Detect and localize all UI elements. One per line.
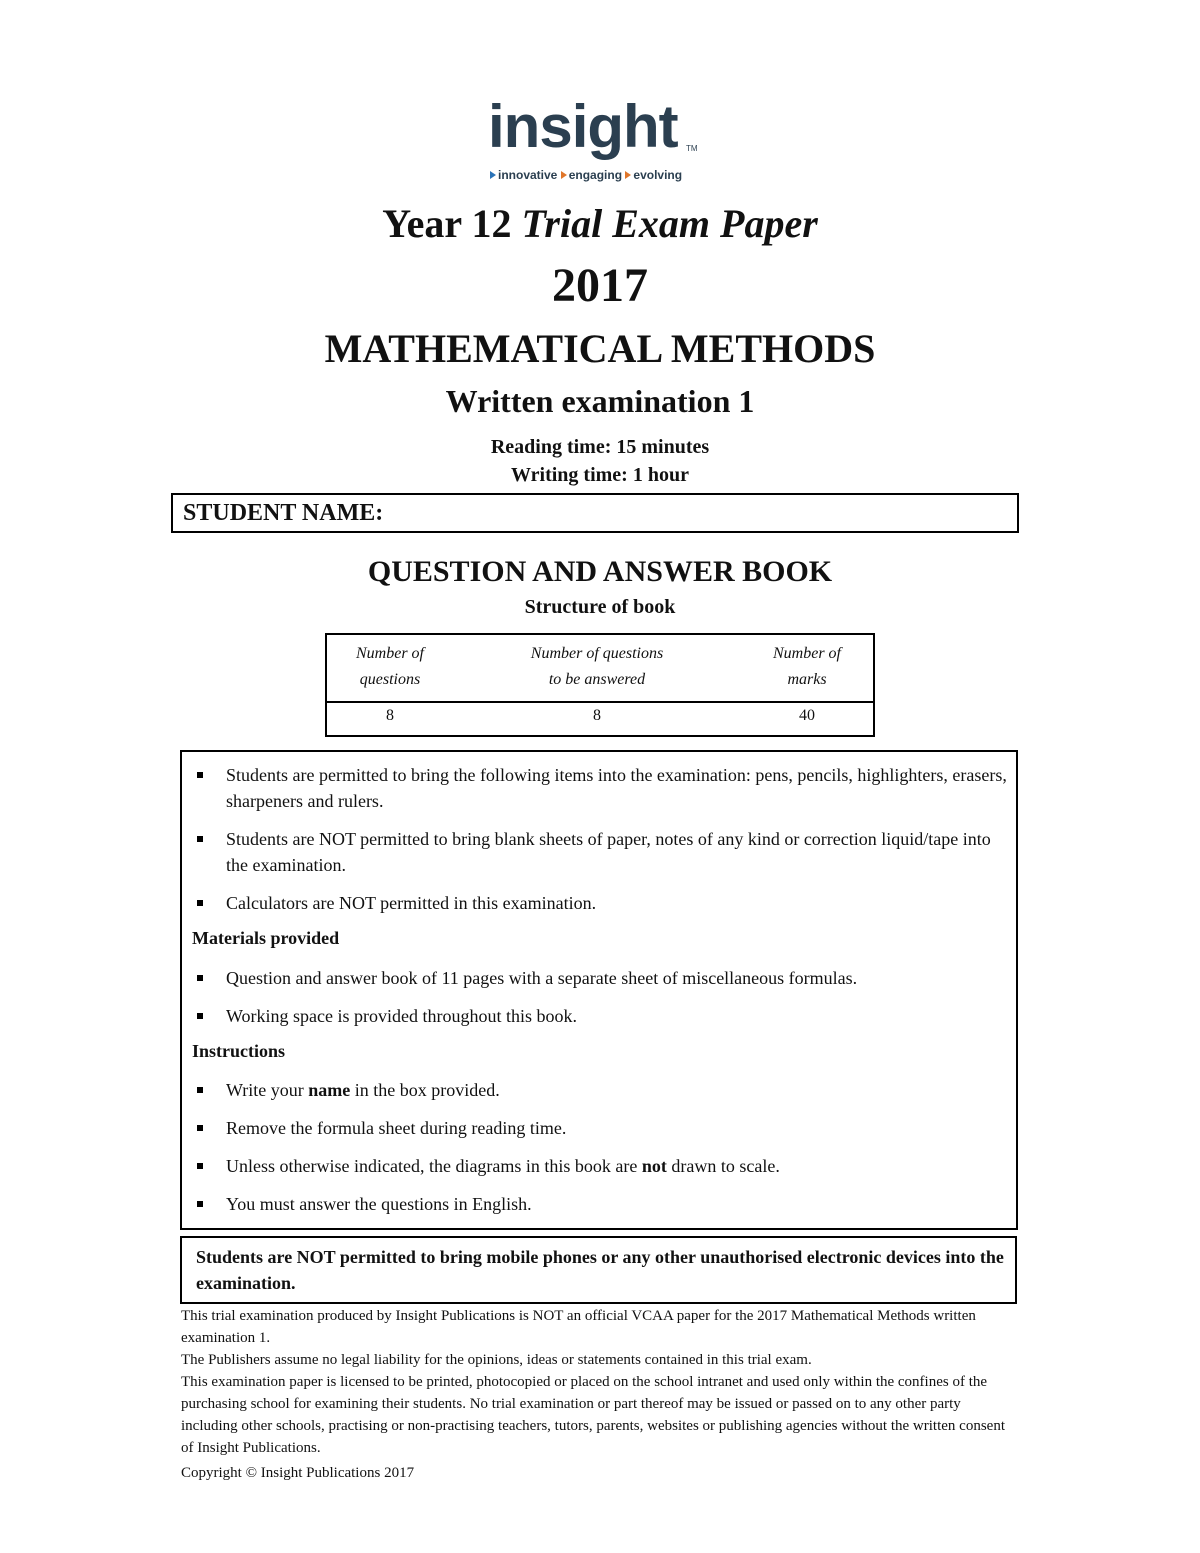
copyright: Copyright © Insight Publications 2017 xyxy=(181,1465,415,1481)
student-name-label: STUDENT NAME: xyxy=(183,500,384,526)
disclaimer-paragraph: The Publishers assume no legal liability for the opinions, ideas or statements contained in this trial exam. xyxy=(181,1352,812,1368)
warning-text: Students are NOT permitted to bring mobile phones or any other unauthorised electronic devices into the examination. xyxy=(196,1247,1004,1293)
rules-box: Students are permitted to bring the following items into the examination: pens, pencils, highlighters, erasers, sharpeners and rulers. Students are NOT permitted to bring blank sheets of paper, notes of any kind or correction liquid/tape into the examination. Calculators are NOT permitted in this examination. Materials provided Question and answer book of 11 pages with a separate sheet of miscellaneous formulas. Working space is provided throughout this book. Instructions Write your name in the box provided. Remove the formula sheet during reading time. Unless otherwise indicated, the diagrams in this book are not drawn to scale. You must answer the questions in English. xyxy=(180,750,1018,1230)
materials-heading: Materials provided xyxy=(192,928,340,948)
exam-year: 2017 xyxy=(552,259,648,312)
value-cell-answered: 8 xyxy=(593,707,601,724)
header-cell: Number of marks xyxy=(773,645,841,688)
exam-title xyxy=(0,200,1200,247)
subject-title: MATHEMATICAL METHODS xyxy=(324,326,876,371)
triangle-icon xyxy=(490,171,496,179)
writing-time: Writing time: 1 hour xyxy=(511,464,689,486)
disclaimer-paragraph: This examination paper is licensed to be printed, photocopied or placed on the school intranet and used only within the confines of the purchasing school for examining their students. No trial examination or part thereof may be issued or passed on to any other party including other schools, practising or non-practising teachers, tutors, parents, websites or publishing agencies without the written consent of Insight Publications. xyxy=(181,1374,1005,1456)
header-cell: Number of questions to be answered xyxy=(530,645,664,688)
header-cell: Number of questions xyxy=(356,645,424,688)
tagline-engaging: engaging xyxy=(568,168,623,182)
structure-table-header xyxy=(327,635,873,703)
value-cell-questions: 8 xyxy=(386,707,394,724)
logo-trademark: TM xyxy=(686,144,698,153)
disclaimer-paragraph: This trial examination produced by Insight Publications is NOT an official VCAA paper for the 2017 Mathematical Methods written examination 1. xyxy=(181,1308,976,1346)
structure-table xyxy=(325,633,875,737)
reading-time: Reading time: 15 minutes xyxy=(490,436,710,458)
exam-name: Written examination 1 xyxy=(445,383,755,419)
triangle-icon xyxy=(625,171,631,179)
tagline-innovative: innovative xyxy=(498,168,558,182)
disclaimer xyxy=(181,1305,1021,1459)
title-year-prefix: Year 12 xyxy=(382,201,522,246)
instructions-heading: Instructions xyxy=(192,1041,286,1061)
warning-box xyxy=(180,1236,1017,1304)
value-cell-marks: 40 xyxy=(799,707,815,724)
insight-logo xyxy=(488,93,720,190)
title-trial-exam-paper: Trial Exam Paper xyxy=(521,201,818,246)
logo-tagline xyxy=(490,168,682,182)
logo-wordmark: insight xyxy=(488,93,678,160)
structure-heading: Structure of book xyxy=(524,596,676,618)
tagline-evolving: evolving xyxy=(633,168,683,182)
triangle-icon xyxy=(561,171,567,179)
book-heading: QUESTION AND ANSWER BOOK xyxy=(367,555,833,588)
student-name-box[interactable] xyxy=(171,493,1019,533)
